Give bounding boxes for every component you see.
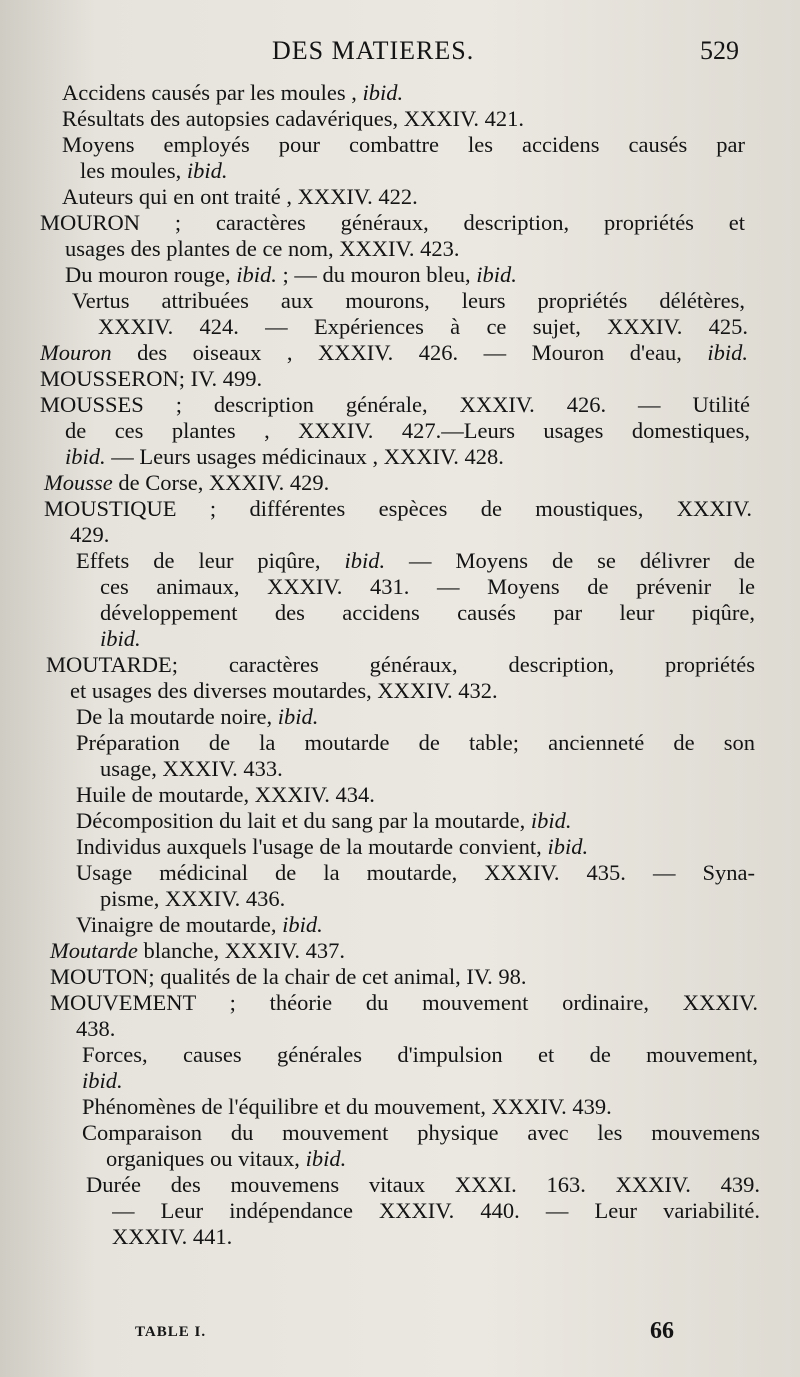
line-text: Comparaison du mouvement physique avec les mouvemens bbox=[82, 1120, 760, 1145]
line-text: usages des plantes de ce nom, XXXIV. 423. bbox=[65, 236, 460, 261]
index-line bbox=[76, 834, 588, 860]
line-text: — Moyens de se délivrer de bbox=[385, 548, 755, 573]
running-header bbox=[0, 36, 800, 72]
line-text: Décomposition du lait et du sang par la moutarde, bbox=[76, 808, 531, 833]
index-line bbox=[44, 496, 752, 522]
italic-text: Moutarde bbox=[50, 938, 138, 963]
italic-text: ibid. bbox=[547, 834, 589, 859]
italic-text: ibid. bbox=[236, 262, 277, 287]
line-text: XXXIV. 441. bbox=[112, 1224, 233, 1249]
line-text: pisme, XXXIV. 436. bbox=[100, 886, 286, 911]
index-line bbox=[100, 600, 755, 626]
index-line bbox=[76, 1016, 115, 1042]
italic-text: ibid. bbox=[362, 80, 404, 105]
italic-text: ibid. bbox=[305, 1146, 347, 1171]
line-text: MOUSSERON; IV. 499. bbox=[40, 366, 263, 391]
sheet-number: 66 bbox=[650, 1318, 674, 1344]
index-line bbox=[62, 132, 745, 158]
italic-text: Mousse bbox=[44, 470, 113, 495]
line-text: De la moutarde noire, bbox=[76, 704, 278, 729]
line-text: Durée des mouvemens vitaux XXXI. 163. XXXIV. 439. bbox=[86, 1172, 760, 1197]
line-text: Résultats des autopsies cadavériques, XXXIV. 421. bbox=[62, 106, 524, 131]
index-line bbox=[112, 1224, 232, 1250]
index-line bbox=[40, 340, 748, 366]
index-line bbox=[106, 1146, 346, 1172]
index-line bbox=[72, 288, 745, 314]
index-line bbox=[76, 912, 323, 938]
italic-text: ibid. bbox=[282, 912, 323, 937]
line-text: Individus auxquels l'usage de la moutarde convient, bbox=[76, 834, 548, 859]
italic-text: Mouron bbox=[40, 340, 112, 365]
index-line bbox=[82, 1042, 758, 1068]
line-text: MOUTARDE; caractères généraux, description, propriétés bbox=[46, 652, 755, 677]
index-line bbox=[76, 730, 755, 756]
index-line bbox=[100, 574, 755, 600]
italic-text: ibid. bbox=[186, 158, 228, 183]
index-line bbox=[65, 444, 504, 470]
line-text: 429. bbox=[70, 522, 110, 547]
line-text: organiques ou vitaux, bbox=[106, 1146, 306, 1171]
italic-text: ibid. bbox=[82, 1068, 123, 1093]
line-text: des oiseaux , XXXIV. 426. — Mouron d'eau, bbox=[111, 340, 708, 365]
index-line bbox=[80, 158, 228, 184]
index-line bbox=[65, 262, 517, 288]
line-text: — Leurs usages médicinaux , XXXIV. 428. bbox=[105, 444, 504, 469]
line-text: et usages des diverses moutardes, XXXIV. 432. bbox=[70, 678, 498, 703]
line-text: Forces, causes générales d'impulsion et de mouvement, bbox=[82, 1042, 758, 1067]
index-line bbox=[40, 392, 750, 418]
italic-text: ibid. bbox=[476, 262, 517, 287]
index-line bbox=[46, 652, 755, 678]
italic-text: ibid. bbox=[277, 704, 319, 729]
index-line bbox=[76, 782, 375, 808]
line-text: Effets de leur piqûre, bbox=[76, 548, 345, 573]
index-line bbox=[112, 1198, 760, 1224]
line-text: de ces plantes , XXXIV. 427.—Leurs usages domestiques, bbox=[65, 418, 750, 443]
index-line bbox=[76, 860, 755, 886]
line-text: MOURON ; caractères généraux, description, propriétés et bbox=[40, 210, 745, 235]
line-text: Vertus attribuées aux mourons, leurs propriétés délétères, bbox=[72, 288, 745, 313]
index-line bbox=[50, 964, 527, 990]
line-text: MOUTON; qualités de la chair de cet animal, IV. 98. bbox=[50, 964, 527, 989]
line-text: Vinaigre de moutarde, bbox=[76, 912, 283, 937]
line-text: 438. bbox=[76, 1016, 116, 1041]
line-text: blanche, XXXIV. 437. bbox=[137, 938, 345, 963]
index-line bbox=[76, 808, 572, 834]
index-line bbox=[62, 106, 524, 132]
index-line bbox=[40, 210, 745, 236]
index-line bbox=[76, 704, 318, 730]
line-text: — Leur indépendance XXXIV. 440. — Leur variabilité. bbox=[112, 1198, 760, 1223]
italic-text: ibid. bbox=[100, 626, 141, 651]
line-text: Auteurs qui en ont traité , XXXIV. 422. bbox=[62, 184, 418, 209]
index-line bbox=[100, 756, 283, 782]
line-text: usage, XXXIV. 433. bbox=[100, 756, 283, 781]
index-line bbox=[82, 1120, 760, 1146]
index-line bbox=[82, 1068, 123, 1094]
line-text: XXXIV. 424. — Expériences à ce sujet, XXXIV. 425. bbox=[98, 314, 748, 339]
page-number: 529 bbox=[700, 36, 739, 65]
index-line bbox=[86, 1172, 760, 1198]
line-text: Huile de moutarde, XXXIV. 434. bbox=[76, 782, 375, 807]
italic-text: ibid. bbox=[344, 548, 386, 573]
italic-text: ibid. bbox=[530, 808, 572, 833]
index-line bbox=[62, 80, 403, 106]
index-line bbox=[50, 938, 345, 964]
index-line bbox=[76, 548, 755, 574]
italic-text: ibid. bbox=[707, 340, 748, 365]
index-line bbox=[62, 184, 418, 210]
index-line bbox=[65, 418, 750, 444]
line-text: MOUSTIQUE ; différentes espèces de moustiques, XXXIV. bbox=[44, 496, 752, 521]
index-line bbox=[100, 886, 285, 912]
line-text: MOUVEMENT ; théorie du mouvement ordinaire, XXXIV. bbox=[50, 990, 758, 1015]
index-line bbox=[82, 1094, 612, 1120]
line-text: MOUSSES ; description générale, XXXIV. 426. — Utilité bbox=[40, 392, 750, 417]
index-line bbox=[100, 626, 141, 652]
italic-text: ibid. bbox=[65, 444, 106, 469]
line-text: Accidens causés par les moules , bbox=[62, 80, 363, 105]
line-text: ces animaux, XXXIV. 431. — Moyens de prévenir le bbox=[100, 574, 755, 599]
line-text: Usage médicinal de la moutarde, XXXIV. 435. — Syna- bbox=[76, 860, 755, 885]
index-line bbox=[65, 236, 460, 262]
line-text: ; — du mouron bleu, bbox=[276, 262, 477, 287]
index-line bbox=[44, 470, 329, 496]
line-text: Préparation de la moutarde de table; ancienneté de son bbox=[76, 730, 755, 755]
running-title: DES MATIERES. bbox=[272, 36, 475, 65]
index-line bbox=[70, 522, 109, 548]
line-text: Du mouron rouge, bbox=[65, 262, 237, 287]
index-line bbox=[98, 314, 748, 340]
index-line bbox=[70, 678, 498, 704]
index-line bbox=[50, 990, 758, 1016]
page-footer bbox=[0, 1318, 800, 1348]
index-line bbox=[40, 366, 262, 392]
signature-mark: TABLE I. bbox=[135, 1324, 207, 1340]
line-text: de Corse, XXXIV. 429. bbox=[112, 470, 330, 495]
line-text: développement des accidens causés par leur piqûre, bbox=[100, 600, 755, 625]
line-text: Moyens employés pour combattre les accidens causés par bbox=[62, 132, 745, 157]
line-text: les moules, bbox=[80, 158, 187, 183]
line-text: Phénomènes de l'équilibre et du mouvement, XXXIV. 439. bbox=[82, 1094, 612, 1119]
